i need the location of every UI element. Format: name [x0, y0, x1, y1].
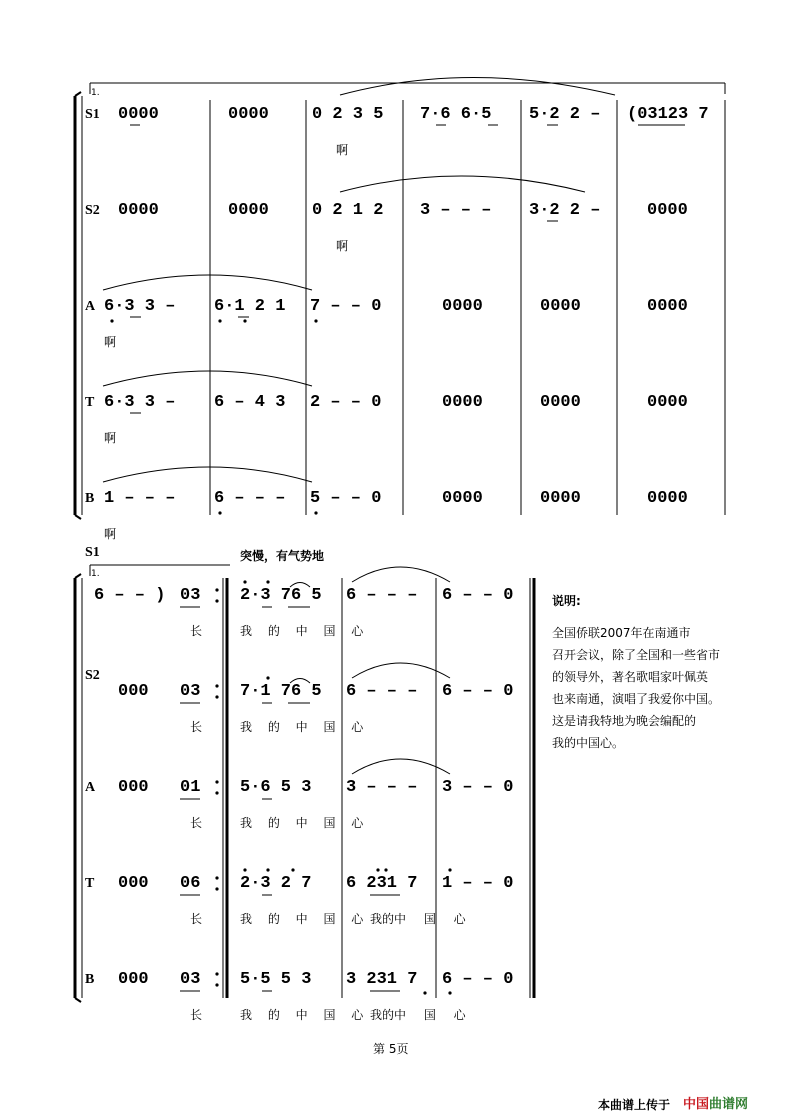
lyric: 我 的 中 国 心: [240, 912, 364, 926]
lyric: 啊: [336, 143, 349, 157]
pickup-notes: 03: [180, 586, 201, 605]
part-label: S1: [85, 545, 100, 560]
pickup-lyric: 长: [190, 1008, 203, 1022]
measure: 5·2 2 –: [529, 105, 601, 124]
measure: 0000: [540, 489, 581, 508]
measure: 2·3 2 7: [240, 874, 312, 893]
measure: 0000: [118, 105, 159, 124]
measure: 7·1 76 5: [240, 682, 322, 701]
measure: 000: [118, 682, 149, 701]
measure: 6 231 7: [346, 874, 418, 893]
measure: 2·3 76 5: [240, 586, 322, 605]
measure: 3·2 2 –: [529, 201, 601, 220]
part-label: T: [85, 395, 95, 410]
note-line: 我的中国心。: [552, 736, 625, 750]
measure: 3 – – 0: [442, 778, 514, 797]
measure: 6 – 4 3: [214, 393, 286, 412]
measure: 0000: [442, 393, 483, 412]
measure: 0 2 1 2: [312, 201, 384, 220]
measure: 000: [118, 874, 149, 893]
pickup-notes: 06: [180, 874, 201, 893]
pickup-notes: 01: [180, 778, 201, 797]
part-label: S1: [85, 107, 100, 122]
logo-text-red: 中国: [683, 1096, 710, 1111]
measure: 6 – – 0: [442, 970, 514, 989]
measure: 0000: [540, 297, 581, 316]
lyric: 啊: [104, 527, 117, 541]
measure: 5·6 5 3: [240, 778, 312, 797]
part-label: S2: [85, 668, 100, 683]
part-label: B: [85, 972, 95, 987]
lyric-second: 我的中 国 心: [370, 1008, 466, 1022]
part-label: B: [85, 491, 95, 506]
measure: 000: [118, 970, 149, 989]
pickup-lyric: 长: [190, 912, 203, 926]
measure: 2 – – 0: [310, 393, 382, 412]
measure: 0000: [647, 393, 688, 412]
tempo-marking: 突慢，有气势地: [240, 549, 325, 563]
measure: 6·1 2 1: [214, 297, 286, 316]
pickup-notes: 03: [180, 970, 201, 989]
measure: 3 231 7: [346, 970, 418, 989]
measure: 6 – – –: [346, 682, 418, 701]
measure: 6·3 3 –: [104, 297, 176, 316]
lyric: 啊: [104, 335, 117, 349]
note-line: 也来南通，演唱了我爱你中国。: [552, 692, 721, 706]
logo-text-green: 曲谱网: [709, 1096, 749, 1111]
measure: 6·3 3 –: [104, 393, 176, 412]
pickup-lyric: 长: [190, 816, 203, 830]
measure: 0000: [442, 297, 483, 316]
measure: 0000: [540, 393, 581, 412]
note-title: 说明:: [552, 594, 581, 608]
measure: (03123 7: [627, 105, 709, 124]
measure: 0000: [442, 489, 483, 508]
note-line: 这是请我特地为晚会编配的: [552, 714, 697, 728]
part-label: A: [85, 299, 96, 314]
site-logo[interactable]: [683, 1093, 748, 1112]
measure: 7·6 6·5: [420, 105, 492, 124]
lyric: 我 的 中 国 心: [240, 816, 364, 830]
note-line: 全国侨联2007年在南通市: [552, 626, 691, 640]
measure: 000: [118, 778, 149, 797]
lyric: 啊: [104, 431, 117, 445]
measure: 0000: [647, 201, 688, 220]
measure: 7 – – 0: [310, 297, 382, 316]
pickup-lyric: 长: [190, 720, 203, 734]
measure: 6 – – –: [346, 586, 418, 605]
pickup-lyric: 长: [190, 624, 203, 638]
measure: 0 2 3 5: [312, 105, 384, 124]
lyric: 我 的 中 国 心: [240, 624, 364, 638]
measure: 6 – – 0: [442, 586, 514, 605]
measure: 3 – – –: [346, 778, 418, 797]
measure: 6 – – –: [214, 489, 286, 508]
explanation-note: [552, 590, 772, 754]
measure: 6 – – 0: [442, 682, 514, 701]
measure: 3 – – –: [420, 201, 492, 220]
lyric-second: 我的中 国 心: [370, 912, 466, 926]
upload-caption: 本曲谱上传于: [598, 1098, 671, 1112]
part-label: S2: [85, 203, 100, 218]
measure: 0000: [647, 489, 688, 508]
volta-bracket-label: 1.: [91, 569, 100, 579]
pickup-notes: 03: [180, 682, 201, 701]
note-line: 的领导外，著名歌唱家叶佩英: [552, 670, 709, 684]
volta-bracket-label: 1.: [91, 88, 100, 98]
note-line: 召开会议，除了全国和一些省市: [552, 648, 721, 662]
lyric: 啊: [336, 239, 349, 253]
measure: 0000: [228, 105, 269, 124]
measure: 1 – – 0: [442, 874, 514, 893]
measure: 0000: [118, 201, 159, 220]
measure: 0000: [647, 297, 688, 316]
part-label: T: [85, 876, 95, 891]
lyric: 我 的 中 国 心: [240, 720, 364, 734]
measure: 5·5 5 3: [240, 970, 312, 989]
page-number: 第 5页: [373, 1042, 409, 1056]
part-label: A: [85, 780, 96, 795]
measure: 1 – – –: [104, 489, 176, 508]
measure: 6 – – ): [94, 586, 166, 605]
measure: 5 – – 0: [310, 489, 382, 508]
lyric: 我 的 中 国 心: [240, 1008, 364, 1022]
measure: 0000: [228, 201, 269, 220]
